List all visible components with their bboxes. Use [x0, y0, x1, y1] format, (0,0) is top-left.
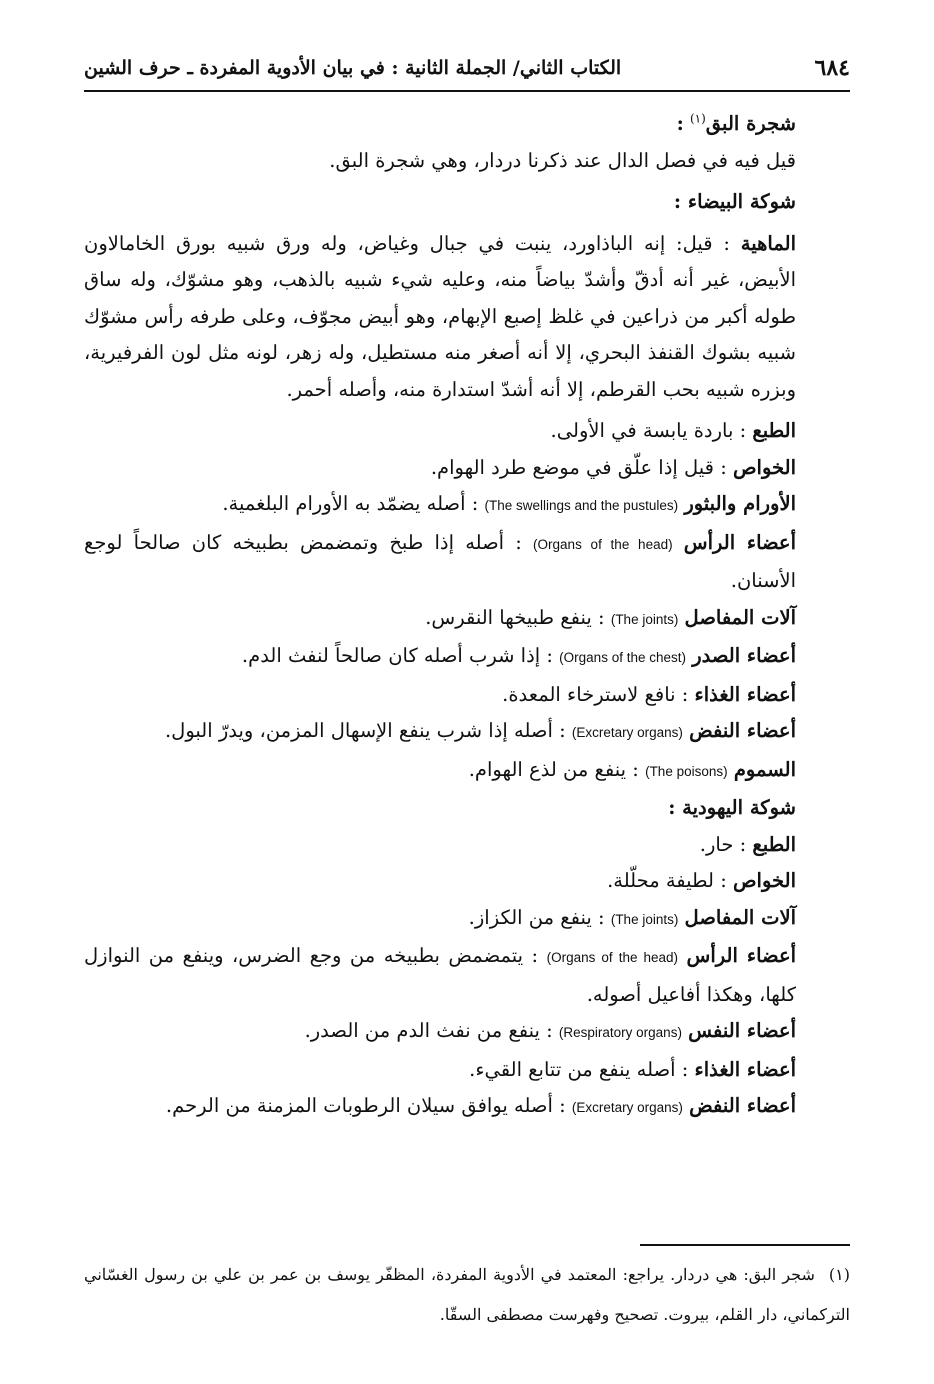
paragraph [84, 486, 850, 525]
paragraph [84, 525, 850, 600]
paragraph [84, 938, 850, 1013]
section-label: أعضاء النفس [688, 1019, 796, 1042]
section-label: أعضاء النفض [689, 719, 796, 742]
paragraph [84, 600, 850, 639]
section-text: : إذا شرب أصله كان صالحاً لنفث الدم. [241, 644, 553, 667]
section-label: أعضاء الرأس [686, 944, 796, 967]
section-text: : أصله ينفع من تتابع القيء. [469, 1057, 689, 1081]
section-label: أعضاء النفض [689, 1094, 796, 1117]
footnote-number: (١) [828, 1265, 850, 1284]
page-number: ٦٨٤ [814, 55, 850, 81]
paragraph [84, 863, 850, 900]
paragraph [84, 1052, 850, 1089]
english-gloss: (Organs of the head) [546, 950, 679, 965]
section-label: الخواص [732, 455, 796, 479]
paragraph [84, 1013, 850, 1052]
english-gloss: (The joints) [610, 611, 679, 627]
section-label: آلات المفاصل [684, 905, 796, 929]
section-text: : أصله إذا طبخ وتمضمض بطبيخه كان صالحاً لوجع الأسنان. [84, 530, 796, 592]
paragraph [84, 226, 850, 409]
footnote-text: شجر البق: هي دردار. يراجع: المعتمد في الأدوية المفردة، المظفّر يوسف بن عمر بن علي بن رسول الغسّاني التركماني، دار القلم، بيروت. تصحيح وفهرست مصطفى السقّا. [84, 1265, 850, 1324]
paragraph [84, 900, 850, 939]
section-text: : ينفع من لذع الهوام. [468, 757, 639, 781]
section-text: : قيل إذا علّق في موضع طرد الهوام. [430, 455, 727, 479]
page-body [84, 106, 850, 1127]
section-text: : يتمضمض بطبيخه من وجع الضرس، وينفع من النوازل كلها، وهكذا أفاعيل أصوله. [84, 944, 796, 1006]
running-title: الكتاب الثاني/ الجملة الثانية : في بيان الأدوية المفردة ـ حرف الشين [84, 57, 622, 79]
english-gloss: (Organs of the head) [533, 536, 673, 552]
section-text: : أصله يوافق سيلان الرطوبات المزمنة من الرحم. [165, 1094, 566, 1117]
section-label: أعضاء الغذاء [694, 1057, 796, 1081]
paragraph [84, 827, 850, 864]
section-text: : قيل: إنه الباذاورد، ينبت في جبال وغياض، وله ورق شبيه بورق الخامالاون الأبيض، غير أنه أدقّ وأشدّ بياضاً منه، وعليه شيء شبيه بالذهب، وهو مشوّك، وله ساق طوله أكبر من ذراعين في غلظ إصبع الإبهام، وهو أبيض مجوّف، وعلى طرفه رأس مشوّك شبيه بشوك القنفذ البحري، إلا أنه أصغر منه مستطيل، وله زهر، لونه مثل لون الفرفيرية، وبزره شبيه بحب القرطم، إلا أنه أشدّ استدارة منه، وأصله أحمر. [84, 231, 796, 401]
english-gloss: (The swellings and the pustules) [484, 498, 679, 513]
section-text: : نافع لاسترخاء المعدة. [502, 682, 689, 706]
footnote-separator [640, 1244, 850, 1246]
footnote-reference: (١) [689, 111, 706, 126]
entry-heading [84, 106, 850, 143]
paragraph [84, 450, 850, 487]
section-label: الطبع [752, 832, 796, 856]
english-gloss: (Excretary organs) [571, 1100, 683, 1115]
section-label: السموم [733, 757, 796, 781]
section-text: : ينفع من نفث الدم من الصدر. [304, 1019, 553, 1042]
english-gloss: (The poisons) [645, 763, 728, 779]
section-text: : لطيفة محلّلة. [607, 869, 727, 892]
entry-heading: شوكة اليهودية : [668, 796, 796, 819]
section-text: : ينفع من الكزاز. [468, 905, 605, 929]
section-text: : ينفع طبيخها النقرس. [425, 605, 605, 629]
paragraph [84, 413, 850, 450]
section-label: الخواص [732, 869, 796, 892]
section-label: الماهية [740, 231, 796, 255]
paragraph [84, 752, 850, 791]
paragraph [84, 713, 850, 752]
paragraph [84, 677, 850, 714]
english-gloss: (Organs of the chest) [559, 650, 686, 665]
section-label: أعضاء الصدر [692, 644, 796, 667]
section-label: أعضاء الرأس [683, 530, 796, 554]
footnote [84, 1255, 850, 1335]
english-gloss: (The joints) [610, 911, 679, 927]
section-label: الطبع [752, 419, 796, 442]
section-label: أعضاء الغذاء [694, 682, 796, 706]
section-label: الأورام والبثور [684, 492, 796, 515]
paragraph: قيل فيه في فصل الدال عند ذكرنا دردار، وهي شجرة البق. [329, 148, 796, 172]
entry-heading: شوكة البيضاء : [673, 190, 796, 213]
paragraph [84, 638, 850, 677]
page-header [84, 46, 850, 92]
section-text: : أصله إذا شرب ينفع الإسهال المزمن، ويدرّ البول. [164, 719, 566, 742]
section-text: : حار. [699, 832, 747, 856]
english-gloss: (Respiratory organs) [558, 1025, 682, 1040]
section-text: : أصله يضمّد به الأورام البلغمية. [222, 492, 479, 515]
section-text: : باردة يابسة في الأولى. [550, 419, 747, 442]
english-gloss: (Excretary organs) [571, 725, 683, 740]
section-label: آلات المفاصل [684, 605, 796, 629]
entry-title-colon: : [676, 112, 684, 135]
entry-title: شجرة البق [705, 112, 796, 135]
paragraph [84, 1088, 850, 1127]
